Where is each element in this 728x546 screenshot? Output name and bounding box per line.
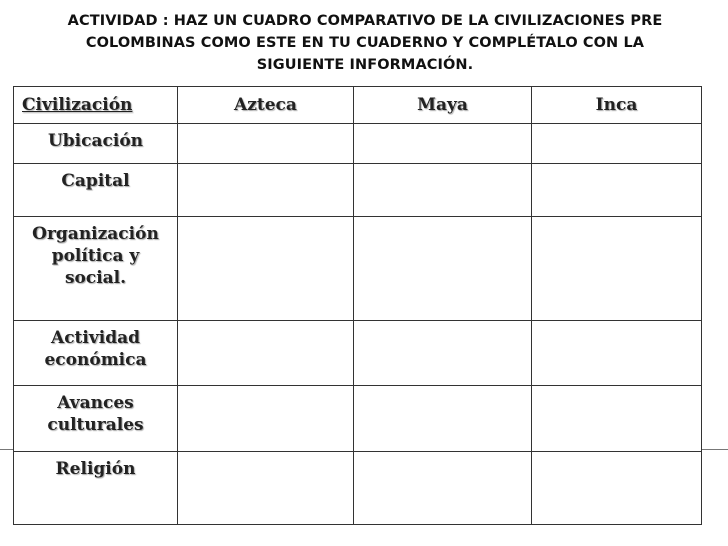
empty-cell [178, 164, 354, 217]
row-label-capital: Capital [14, 164, 178, 217]
row-label-organizacion: Organización política y social. [14, 217, 178, 321]
empty-cell [354, 217, 532, 321]
empty-cell [354, 386, 532, 452]
empty-cell [532, 320, 702, 386]
row-label-avances: Avances culturales [14, 386, 178, 452]
header-cell-azteca: Azteca [178, 87, 354, 124]
empty-cell [532, 386, 702, 452]
header-cell-civilizacion: Civilización [14, 87, 178, 124]
empty-cell [354, 164, 532, 217]
row-label-ubicacion: Ubicación [14, 124, 178, 164]
empty-cell [532, 164, 702, 217]
empty-cell [354, 124, 532, 164]
activity-title [40, 10, 690, 76]
empty-cell [178, 451, 354, 524]
table-row [14, 386, 702, 452]
table-row [14, 124, 702, 164]
empty-cell [178, 320, 354, 386]
table-row [14, 217, 702, 321]
title-line-1: ACTIVIDAD : HAZ UN CUADRO COMPARATIVO DE LA CIVILIZACIONES PRE [67, 13, 663, 29]
empty-cell [532, 451, 702, 524]
empty-cell [178, 217, 354, 321]
row-label-actividad: Actividad económica [14, 320, 178, 386]
table-row [14, 320, 702, 386]
comparison-table [13, 86, 702, 525]
empty-cell [354, 320, 532, 386]
table-row [14, 164, 702, 217]
empty-cell [354, 451, 532, 524]
title-line-3: SIGUIENTE INFORMACIÓN. [256, 57, 474, 73]
header-cell-inca: Inca [532, 87, 702, 124]
row-label-religion: Religión [14, 451, 178, 524]
table-row [14, 451, 702, 524]
empty-cell [178, 124, 354, 164]
header-cell-maya: Maya [354, 87, 532, 124]
header-row [14, 87, 702, 124]
empty-cell [532, 217, 702, 321]
empty-cell [178, 386, 354, 452]
empty-cell [532, 124, 702, 164]
title-line-2: COLOMBINAS COMO ESTE EN TU CUADERNO Y COMPLÉTALO CON LA [85, 35, 645, 51]
